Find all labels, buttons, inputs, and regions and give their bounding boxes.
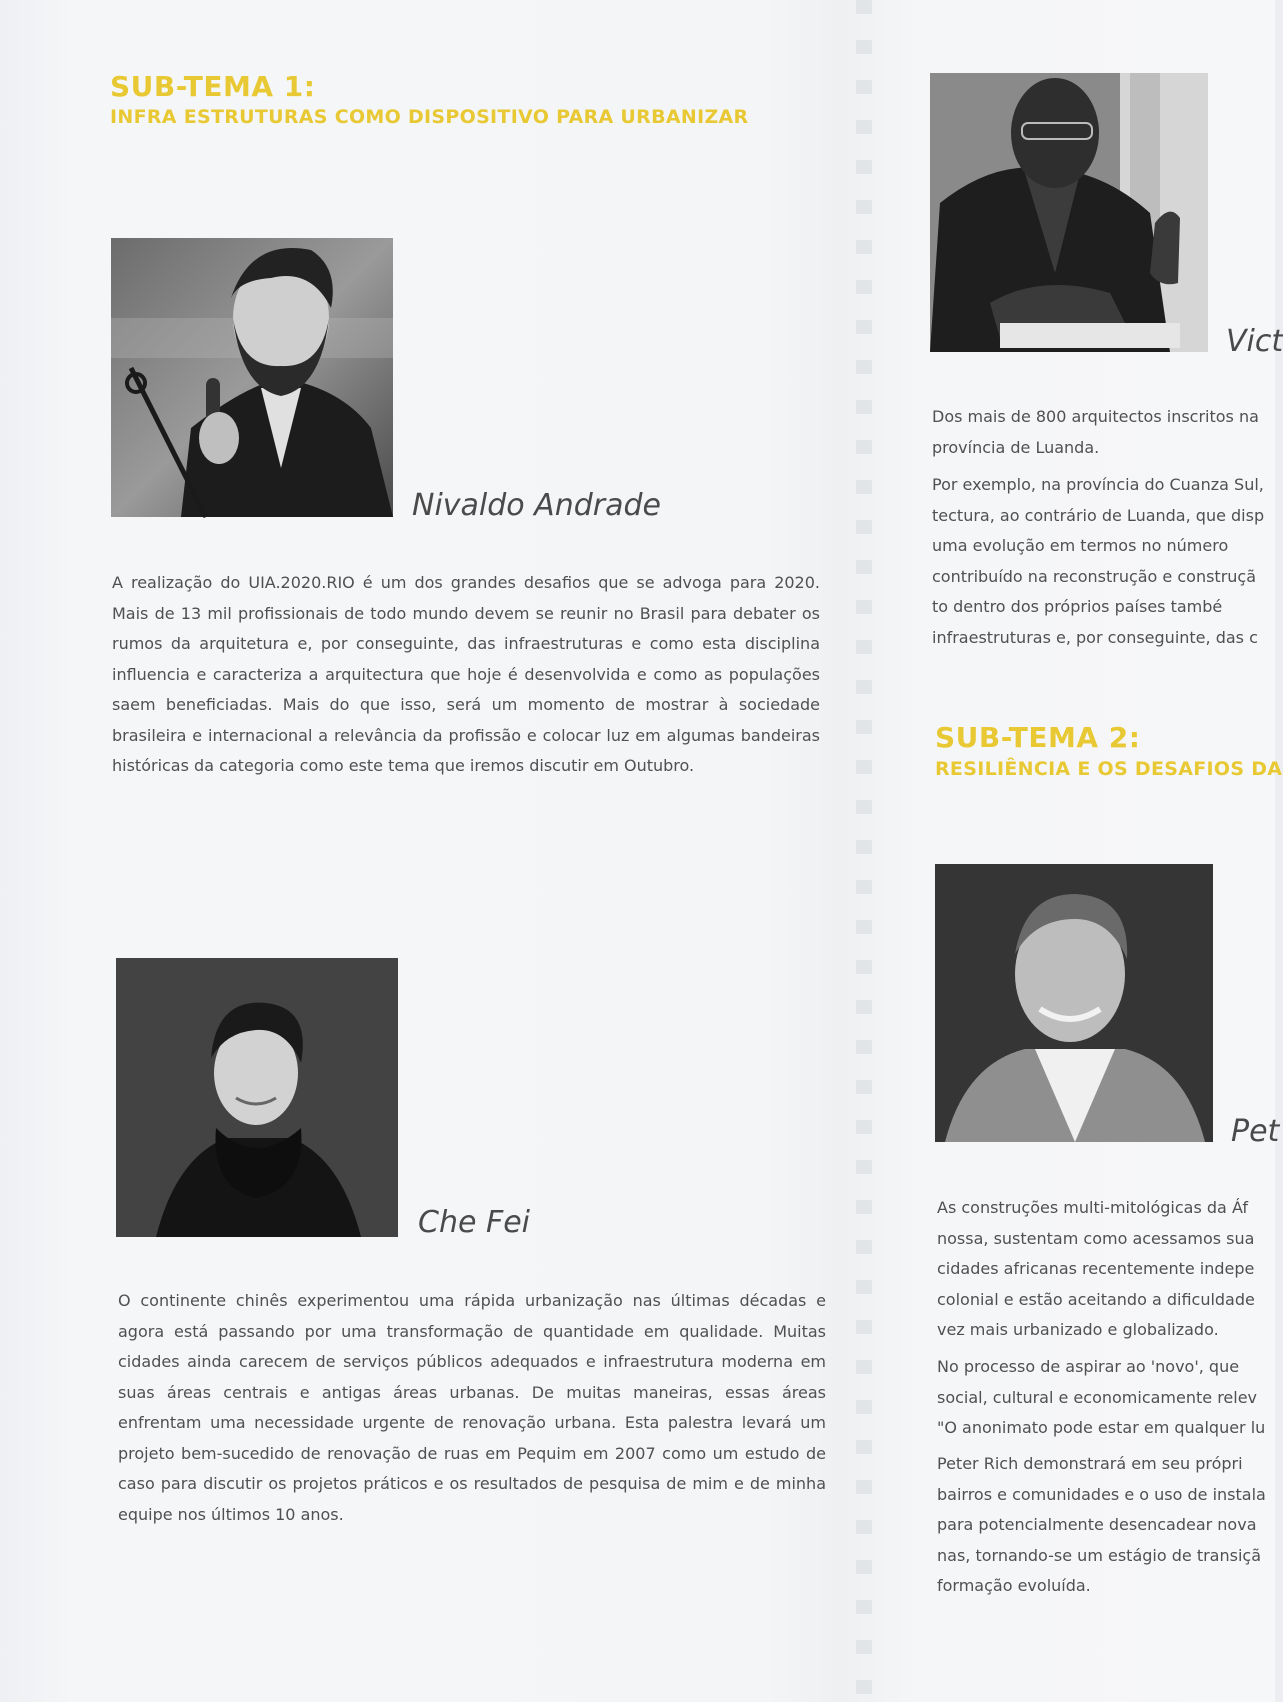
che-fei-name: Che Fei (418, 1205, 531, 1240)
page-fold-shadow (856, 0, 872, 1702)
text-line: uma evolução em termos no número (932, 536, 1229, 555)
text-line: formação evoluída. (937, 1576, 1091, 1595)
text-line: As construções multi-mitológicas da Áf (937, 1198, 1248, 1217)
subtema2-heading: SUB-TEMA 2: (935, 721, 1141, 754)
text-line: para potencialmente desencadear nova (937, 1515, 1257, 1534)
text-line: No processo de aspirar ao 'novo', que (937, 1357, 1240, 1376)
subtema1-subtitle: INFRA ESTRUTURAS COMO DISPOSITIVO PARA URBANIZAR (110, 106, 749, 128)
peter-rich-bio-paragraph-1 (937, 1193, 1255, 1346)
nivaldo-andrade-name: Nivaldo Andrade (412, 488, 661, 523)
text-line: cidades africanas recentemente indepe (937, 1259, 1255, 1278)
text-line: contribuído na reconstrução e construçã (932, 566, 1257, 586)
subtema2-subtitle: RESILIÊNCIA E OS DESAFIOS DA (935, 758, 1283, 780)
text-line: nas, tornando-se um estágio de transiçã (937, 1545, 1261, 1565)
text-line: província de Luanda. (932, 437, 1100, 457)
victor-name: Vict (1226, 324, 1283, 359)
subtema1-heading: SUB-TEMA 1: (110, 70, 316, 103)
text-line: bairros e comunidades e o uso de instala (937, 1484, 1266, 1504)
nivaldo-andrade-bio: A realização do UIA.2020.RIO é um dos grandes desafios que se advoga para 2020. Mais de 13 mil profissionais de todo mundo devem se reunir no Brasil para debater os rumos da arquitetura e, por conseguinte, das infraestruturas e como esta disciplina influencia e caracteriza a arquitectura que hoje é desenvolvida e como as populações saem beneficiadas. Mais do que isso, será um momento de mostrar à sociedade brasileira e internacional a relevância da profissão e colocar luz em algumas bandeiras históricas da categoria como este tema que iremos discutir em Outubro. (112, 573, 820, 775)
peter-rich-photo (935, 864, 1213, 1142)
victor-photo (930, 73, 1208, 352)
victor-bio-paragraph-1 (932, 402, 1259, 463)
text-line: Por exemplo, na província do Cuanza Sul, (932, 475, 1264, 494)
text-line: social, cultural e economicamente relev (937, 1387, 1258, 1407)
text-line: to dentro dos próprios países també (932, 597, 1223, 616)
text-line: vez mais urbanizado e globalizado. (937, 1320, 1219, 1339)
text-line: Peter Rich demonstrará em seu própri (937, 1454, 1243, 1473)
text-line: "O anonimato pode estar em qualquer lu (937, 1418, 1266, 1437)
peter-rich-bio-paragraph-2 (937, 1352, 1265, 1444)
victor-bio-paragraph-2 (932, 470, 1264, 653)
text-line: tectura, ao contrário de Luanda, que disp (932, 505, 1265, 525)
che-fei-photo (116, 958, 398, 1237)
peter-rich-name: Pet (1231, 1114, 1280, 1149)
text-line: colonial e estão aceitando a dificuldade (937, 1289, 1255, 1309)
text-line: nossa, sustentam como acessamos sua (937, 1228, 1255, 1248)
text-line: Dos mais de 800 arquitectos inscritos na (932, 407, 1259, 426)
che-fei-bio: O continente chinês experimentou uma rápida urbanização nas últimas décadas e agora está passando por uma transformação de quantidade em qualidade. Muitas cidades ainda carecem de serviços públicos adequados e infraestrutura moderna em suas áreas centrais e antigas áreas urbanas. De muitas maneiras, essas áreas enfrentam uma necessidade urgente de renovação urbana. Esta palestra levará um projeto bem-sucedido de renovação de ruas em Pequim em 2007 como um estudo de caso para discutir os projetos práticos e os resultados de pesquisa de mim e de minha equipe nos últimos 10 anos. (118, 1291, 826, 1524)
peter-rich-bio-paragraph-3 (937, 1449, 1266, 1602)
text-line: infraestruturas e, por conseguinte, das c (932, 627, 1258, 647)
nivaldo-andrade-photo (111, 238, 393, 517)
right-page-column (930, 0, 1283, 1702)
